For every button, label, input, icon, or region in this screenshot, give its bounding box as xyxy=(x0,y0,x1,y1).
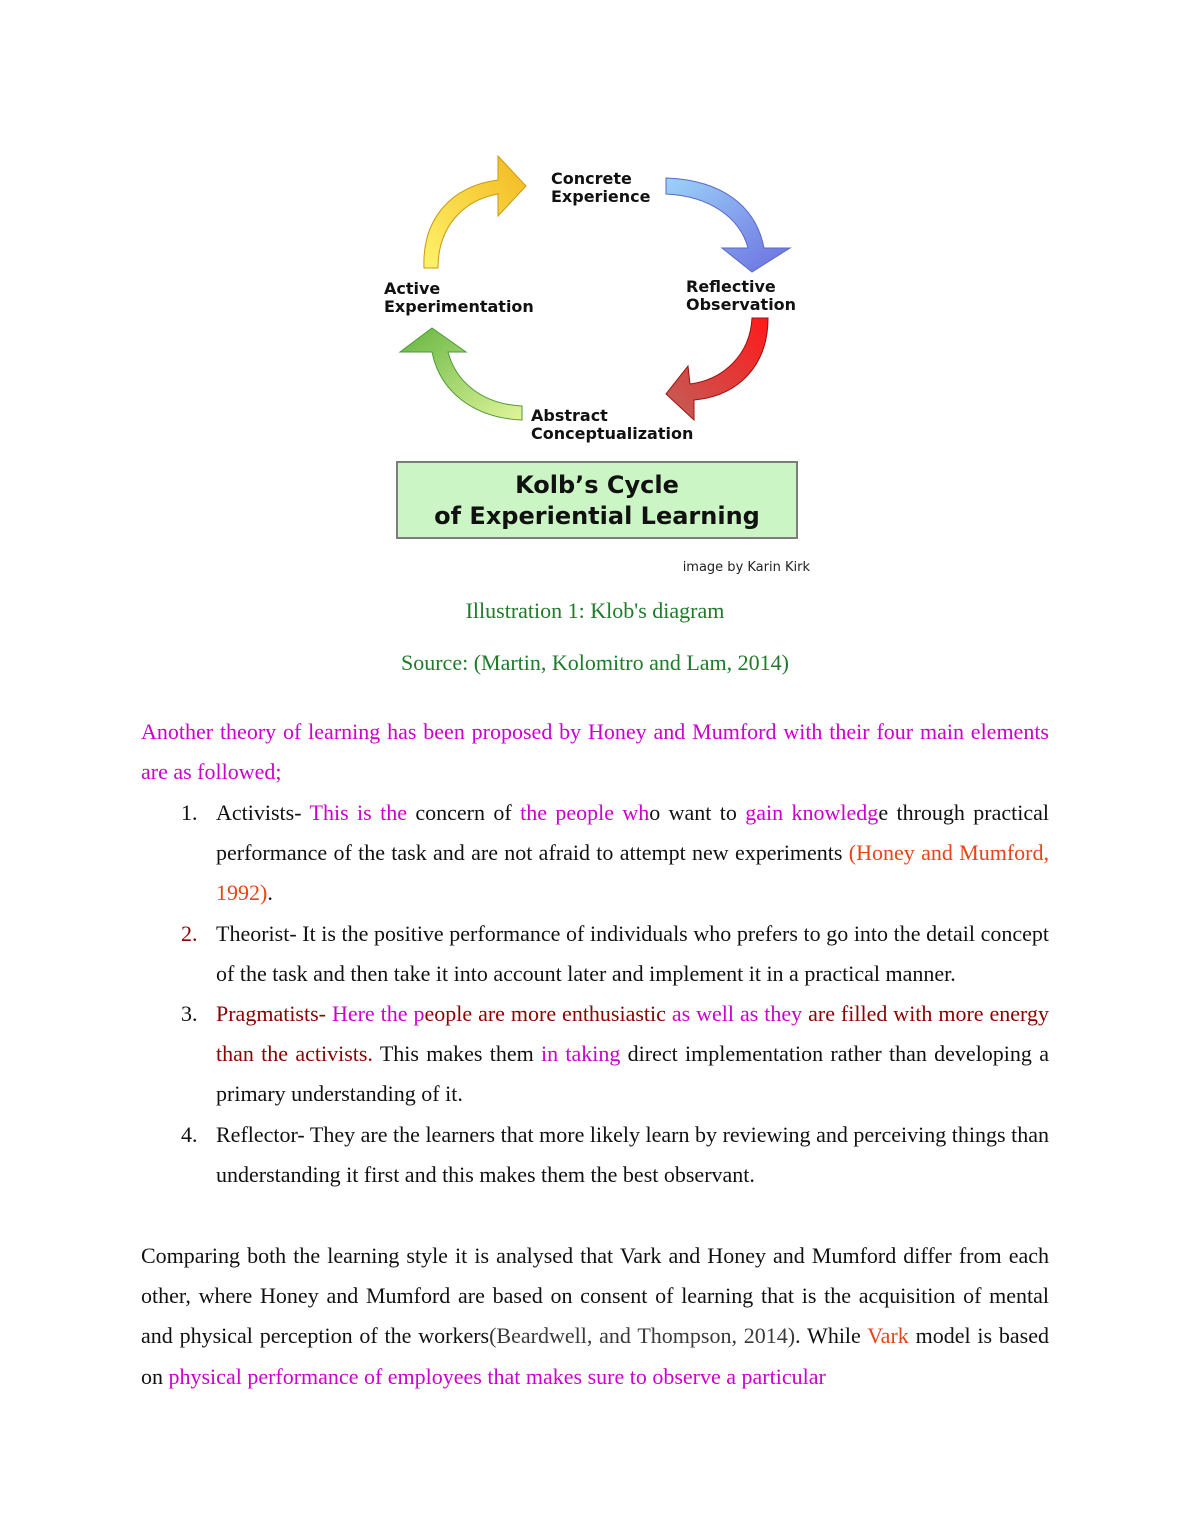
list-item-reflector xyxy=(141,1115,1049,1195)
blue-arrow xyxy=(666,178,790,272)
red-arrow xyxy=(666,318,768,420)
item-text: This is the xyxy=(309,800,407,825)
item-text: the people wh xyxy=(520,800,650,825)
list-number: 1. xyxy=(181,800,198,825)
paragraph-text: model is based on xyxy=(141,1323,1049,1389)
paragraph-text: . While xyxy=(795,1323,868,1349)
list-item-activists xyxy=(141,793,1049,914)
item-text: direct implementation rather than developing a primary understanding of it. xyxy=(216,1041,1049,1107)
intro-paragraph: Another theory of learning has been proposed by Honey and Mumford with their four main elements are as followed; xyxy=(141,719,1049,785)
item-text: e through practical performance of the task and are not afraid to attempt new experiments xyxy=(216,800,1049,866)
list-item-theorist xyxy=(141,914,1049,994)
label-abstract-conceptualization: Abstract Conceptualization xyxy=(531,406,694,443)
item-text: eople are more enthusiastic xyxy=(424,1001,672,1027)
figure-title-line2: of Experiential Learning xyxy=(434,502,760,530)
item-text: Activists- xyxy=(216,800,310,825)
figure-caption: Illustration 1: Klob's diagram xyxy=(465,598,725,623)
figure-source: Source: (Martin, Kolomitro and Lam, 2014) xyxy=(401,650,789,675)
green-arrow xyxy=(400,328,522,420)
item-text: are filled with more energy than the activists. xyxy=(216,1001,1049,1067)
figure-title-box xyxy=(396,461,798,539)
image-credit: image by Karin Kirk xyxy=(682,560,810,575)
item-text: . xyxy=(267,880,273,906)
label-reflective-observation: Reflective Observation xyxy=(686,277,797,314)
label-concrete-experience: Concrete Experience xyxy=(551,169,651,206)
item-text: gain knowledg xyxy=(745,800,879,825)
list-number: 4. xyxy=(181,1121,198,1147)
item-text: Reflector- They are the learners that more likely learn by reviewing and perceiving things than understanding it first and this makes them the best observant. xyxy=(216,1121,1049,1187)
list-item-pragmatists xyxy=(141,994,1049,1115)
list-number: 2. xyxy=(181,920,198,946)
item-text: Here the p xyxy=(331,1001,425,1027)
kolb-cycle-figure xyxy=(370,148,830,580)
item-text: in taking xyxy=(541,1041,621,1067)
paragraph-text: Comparing both the learning style it is analysed that Vark and Honey and Mumford differ from each other, where Honey and Mumford are based on consent of learning that is the acquisition of mental and physical perception of the workers xyxy=(141,1243,1049,1349)
item-text: concern of xyxy=(406,800,521,825)
citation: (Honey and Mumford, 1992) xyxy=(216,840,1049,906)
yellow-arrow xyxy=(424,156,526,268)
item-text: This makes them xyxy=(372,1041,541,1067)
closing-paragraph xyxy=(141,1236,1049,1397)
figure-title-line1: Kolb’s Cycle xyxy=(515,471,679,499)
citation: (Beardwell, and Thompson, 2014) xyxy=(489,1323,796,1349)
learning-styles-list xyxy=(141,793,1049,1195)
paragraph-text: Vark xyxy=(867,1323,909,1349)
item-text: Pragmatists- xyxy=(216,1001,332,1027)
item-text: o want to xyxy=(649,800,746,825)
item-text: as well as they xyxy=(671,1001,803,1027)
label-active-experimentation: Active Experimentation xyxy=(384,279,534,316)
item-text: Theorist- It is the positive performance of individuals who prefers to go into the detail concept of the task and then take it into account later and implement it in a practical manner. xyxy=(216,920,1049,986)
paragraph-text: physical performance of employees that makes sure to observe a particular xyxy=(168,1363,826,1389)
list-number: 3. xyxy=(181,1001,198,1027)
